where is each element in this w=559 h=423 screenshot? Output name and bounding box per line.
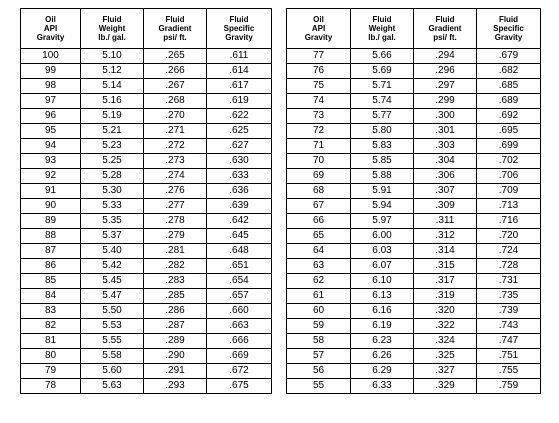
cell-fluid-weight: 5.58 bbox=[81, 349, 144, 364]
cell-fluid-weight: 5.35 bbox=[81, 214, 144, 229]
cell-fluid-gradient: .278 bbox=[144, 214, 207, 229]
cell-oil-api-gravity: 97 bbox=[21, 94, 81, 109]
table-row bbox=[287, 364, 541, 379]
table-row bbox=[21, 124, 272, 139]
table-row bbox=[287, 349, 541, 364]
table-row bbox=[21, 64, 272, 79]
cell-fluid-gradient: .281 bbox=[144, 244, 207, 259]
header-line: psi/ ft. bbox=[433, 33, 457, 42]
table-row bbox=[287, 154, 541, 169]
cell-fluid-gradient: .296 bbox=[414, 64, 477, 79]
cell-fluid-weight: 5.40 bbox=[81, 244, 144, 259]
cell-fluid-specific-gravity: .666 bbox=[207, 334, 272, 349]
cell-oil-api-gravity: 69 bbox=[287, 169, 351, 184]
cell-fluid-weight: 6.00 bbox=[351, 229, 414, 244]
cell-oil-api-gravity: 80 bbox=[21, 349, 81, 364]
cell-oil-api-gravity: 86 bbox=[21, 259, 81, 274]
table-row bbox=[287, 79, 541, 94]
cell-fluid-gradient: .291 bbox=[144, 364, 207, 379]
table-row bbox=[287, 184, 541, 199]
cell-fluid-weight: 5.71 bbox=[351, 79, 414, 94]
cell-fluid-weight: 6.33 bbox=[351, 379, 414, 394]
header-fluid-weight bbox=[351, 9, 414, 49]
cell-fluid-gradient: .268 bbox=[144, 94, 207, 109]
cell-fluid-specific-gravity: .685 bbox=[477, 79, 541, 94]
cell-fluid-weight: 5.19 bbox=[81, 109, 144, 124]
cell-fluid-specific-gravity: .751 bbox=[477, 349, 541, 364]
cell-fluid-specific-gravity: .619 bbox=[207, 94, 272, 109]
header-line: Specific bbox=[493, 24, 524, 33]
cell-fluid-specific-gravity: .614 bbox=[207, 64, 272, 79]
header-line: lb./ gal. bbox=[98, 33, 126, 42]
table-row bbox=[287, 289, 541, 304]
cell-oil-api-gravity: 62 bbox=[287, 274, 351, 289]
cell-fluid-specific-gravity: .654 bbox=[207, 274, 272, 289]
cell-fluid-weight: 5.80 bbox=[351, 124, 414, 139]
header-fluid-specific-gravity bbox=[207, 9, 272, 49]
table-row bbox=[21, 289, 272, 304]
header-line: Fluid bbox=[372, 15, 392, 24]
table-row bbox=[21, 334, 272, 349]
header-line: Weight bbox=[98, 24, 126, 33]
header-line: Gradient bbox=[158, 24, 192, 33]
table-row bbox=[21, 319, 272, 334]
table-header bbox=[21, 9, 272, 49]
cell-fluid-specific-gravity: .636 bbox=[207, 184, 272, 199]
cell-fluid-weight: 5.88 bbox=[351, 169, 414, 184]
cell-oil-api-gravity: 77 bbox=[287, 49, 351, 64]
cell-fluid-gradient: .285 bbox=[144, 289, 207, 304]
cell-oil-api-gravity: 63 bbox=[287, 259, 351, 274]
table-row bbox=[287, 94, 541, 109]
cell-fluid-gradient: .272 bbox=[144, 139, 207, 154]
cell-oil-api-gravity: 89 bbox=[21, 214, 81, 229]
cell-fluid-specific-gravity: .743 bbox=[477, 319, 541, 334]
cell-fluid-gradient: .309 bbox=[414, 199, 477, 214]
cell-fluid-specific-gravity: .642 bbox=[207, 214, 272, 229]
cell-oil-api-gravity: 59 bbox=[287, 319, 351, 334]
table-row bbox=[21, 169, 272, 184]
table-row bbox=[21, 259, 272, 274]
cell-fluid-weight: 5.53 bbox=[81, 319, 144, 334]
cell-oil-api-gravity: 95 bbox=[21, 124, 81, 139]
header-line: Gradient bbox=[428, 24, 462, 33]
cell-oil-api-gravity: 58 bbox=[287, 334, 351, 349]
cell-oil-api-gravity: 60 bbox=[287, 304, 351, 319]
cell-fluid-gradient: .293 bbox=[144, 379, 207, 394]
header-line: Fluid bbox=[165, 15, 185, 24]
table-row bbox=[287, 274, 541, 289]
table-row bbox=[21, 364, 272, 379]
cell-oil-api-gravity: 93 bbox=[21, 154, 81, 169]
cell-fluid-gradient: .306 bbox=[414, 169, 477, 184]
cell-fluid-gradient: .299 bbox=[414, 94, 477, 109]
cell-fluid-gradient: .282 bbox=[144, 259, 207, 274]
cell-fluid-specific-gravity: .689 bbox=[477, 94, 541, 109]
cell-fluid-gradient: .319 bbox=[414, 289, 477, 304]
table-row bbox=[287, 199, 541, 214]
table-row bbox=[287, 139, 541, 154]
cell-fluid-specific-gravity: .695 bbox=[477, 124, 541, 139]
cell-fluid-weight: 5.55 bbox=[81, 334, 144, 349]
cell-fluid-weight: 6.16 bbox=[351, 304, 414, 319]
cell-fluid-weight: 5.47 bbox=[81, 289, 144, 304]
table-row bbox=[21, 274, 272, 289]
cell-fluid-gradient: .300 bbox=[414, 109, 477, 124]
cell-fluid-gradient: .266 bbox=[144, 64, 207, 79]
cell-fluid-specific-gravity: .672 bbox=[207, 364, 272, 379]
header-line: Oil bbox=[313, 15, 324, 24]
cell-fluid-weight: 5.60 bbox=[81, 364, 144, 379]
header-line: API bbox=[43, 24, 58, 33]
table-row bbox=[287, 214, 541, 229]
cell-fluid-weight: 5.28 bbox=[81, 169, 144, 184]
cell-fluid-specific-gravity: .682 bbox=[477, 64, 541, 79]
cell-fluid-weight: 6.07 bbox=[351, 259, 414, 274]
cell-fluid-weight: 5.74 bbox=[351, 94, 414, 109]
table-body bbox=[21, 49, 272, 394]
cell-fluid-weight: 5.21 bbox=[81, 124, 144, 139]
cell-fluid-weight: 5.66 bbox=[351, 49, 414, 64]
cell-oil-api-gravity: 81 bbox=[21, 334, 81, 349]
cell-oil-api-gravity: 64 bbox=[287, 244, 351, 259]
cell-fluid-weight: 5.50 bbox=[81, 304, 144, 319]
header-row bbox=[287, 9, 541, 49]
cell-fluid-specific-gravity: .675 bbox=[207, 379, 272, 394]
cell-fluid-specific-gravity: .735 bbox=[477, 289, 541, 304]
cell-fluid-weight: 5.30 bbox=[81, 184, 144, 199]
conversion-table-left bbox=[20, 8, 272, 394]
cell-fluid-specific-gravity: .663 bbox=[207, 319, 272, 334]
header-line: Gravity bbox=[304, 33, 333, 42]
cell-fluid-specific-gravity: .651 bbox=[207, 259, 272, 274]
cell-fluid-weight: 5.63 bbox=[81, 379, 144, 394]
cell-oil-api-gravity: 71 bbox=[287, 139, 351, 154]
cell-fluid-specific-gravity: .706 bbox=[477, 169, 541, 184]
cell-fluid-specific-gravity: .679 bbox=[477, 49, 541, 64]
cell-oil-api-gravity: 57 bbox=[287, 349, 351, 364]
cell-fluid-weight: 6.26 bbox=[351, 349, 414, 364]
cell-fluid-weight: 5.12 bbox=[81, 64, 144, 79]
table-row bbox=[21, 94, 272, 109]
cell-fluid-gradient: .312 bbox=[414, 229, 477, 244]
cell-oil-api-gravity: 84 bbox=[21, 289, 81, 304]
cell-oil-api-gravity: 65 bbox=[287, 229, 351, 244]
cell-fluid-weight: 5.77 bbox=[351, 109, 414, 124]
table-row bbox=[21, 154, 272, 169]
header-line: Fluid bbox=[435, 15, 455, 24]
cell-fluid-specific-gravity: .617 bbox=[207, 79, 272, 94]
table-row bbox=[21, 184, 272, 199]
header-row bbox=[21, 9, 272, 49]
table-row bbox=[287, 244, 541, 259]
cell-fluid-gradient: .303 bbox=[414, 139, 477, 154]
cell-fluid-specific-gravity: .639 bbox=[207, 199, 272, 214]
cell-fluid-gradient: .314 bbox=[414, 244, 477, 259]
cell-fluid-gradient: .276 bbox=[144, 184, 207, 199]
cell-fluid-specific-gravity: .633 bbox=[207, 169, 272, 184]
cell-fluid-weight: 5.69 bbox=[351, 64, 414, 79]
cell-oil-api-gravity: 92 bbox=[21, 169, 81, 184]
cell-fluid-weight: 5.91 bbox=[351, 184, 414, 199]
cell-fluid-specific-gravity: .720 bbox=[477, 229, 541, 244]
cell-fluid-gradient: .274 bbox=[144, 169, 207, 184]
cell-fluid-gradient: .327 bbox=[414, 364, 477, 379]
cell-fluid-specific-gravity: .716 bbox=[477, 214, 541, 229]
cell-fluid-gradient: .307 bbox=[414, 184, 477, 199]
table-row bbox=[287, 259, 541, 274]
table-row bbox=[21, 79, 272, 94]
cell-fluid-gradient: .287 bbox=[144, 319, 207, 334]
header-fluid-weight bbox=[81, 9, 144, 49]
cell-oil-api-gravity: 82 bbox=[21, 319, 81, 334]
cell-oil-api-gravity: 76 bbox=[287, 64, 351, 79]
cell-fluid-gradient: .290 bbox=[144, 349, 207, 364]
header-line: Weight bbox=[368, 24, 396, 33]
header-line: psi/ ft. bbox=[163, 33, 187, 42]
cell-fluid-specific-gravity: .755 bbox=[477, 364, 541, 379]
cell-fluid-weight: 5.42 bbox=[81, 259, 144, 274]
cell-fluid-specific-gravity: .739 bbox=[477, 304, 541, 319]
table-row bbox=[287, 64, 541, 79]
cell-fluid-gradient: .317 bbox=[414, 274, 477, 289]
cell-oil-api-gravity: 83 bbox=[21, 304, 81, 319]
table-body bbox=[287, 49, 541, 394]
cell-fluid-weight: 5.10 bbox=[81, 49, 144, 64]
table-row bbox=[287, 334, 541, 349]
cell-fluid-weight: 5.25 bbox=[81, 154, 144, 169]
cell-fluid-weight: 6.29 bbox=[351, 364, 414, 379]
cell-fluid-weight: 5.85 bbox=[351, 154, 414, 169]
header-line: Fluid bbox=[229, 15, 249, 24]
cell-fluid-specific-gravity: .645 bbox=[207, 229, 272, 244]
cell-oil-api-gravity: 70 bbox=[287, 154, 351, 169]
table-row bbox=[21, 139, 272, 154]
cell-fluid-specific-gravity: .648 bbox=[207, 244, 272, 259]
cell-oil-api-gravity: 78 bbox=[21, 379, 81, 394]
cell-fluid-gradient: .279 bbox=[144, 229, 207, 244]
cell-fluid-specific-gravity: .657 bbox=[207, 289, 272, 304]
table-row bbox=[21, 349, 272, 364]
cell-fluid-weight: 5.37 bbox=[81, 229, 144, 244]
cell-fluid-weight: 5.83 bbox=[351, 139, 414, 154]
header-line: Fluid bbox=[102, 15, 122, 24]
cell-fluid-specific-gravity: .630 bbox=[207, 154, 272, 169]
cell-oil-api-gravity: 75 bbox=[287, 79, 351, 94]
cell-fluid-specific-gravity: .625 bbox=[207, 124, 272, 139]
cell-oil-api-gravity: 100 bbox=[21, 49, 81, 64]
cell-fluid-specific-gravity: .713 bbox=[477, 199, 541, 214]
cell-fluid-specific-gravity: .709 bbox=[477, 184, 541, 199]
cell-oil-api-gravity: 66 bbox=[287, 214, 351, 229]
header-line: API bbox=[311, 24, 326, 33]
cell-fluid-specific-gravity: .759 bbox=[477, 379, 541, 394]
cell-fluid-specific-gravity: .692 bbox=[477, 109, 541, 124]
table-row bbox=[21, 304, 272, 319]
cell-fluid-gradient: .273 bbox=[144, 154, 207, 169]
cell-fluid-gradient: .324 bbox=[414, 334, 477, 349]
header-fluid-gradient bbox=[414, 9, 477, 49]
table-row bbox=[287, 304, 541, 319]
cell-oil-api-gravity: 74 bbox=[287, 94, 351, 109]
cell-fluid-specific-gravity: .724 bbox=[477, 244, 541, 259]
cell-fluid-gradient: .294 bbox=[414, 49, 477, 64]
cell-fluid-weight: 5.94 bbox=[351, 199, 414, 214]
header-fluid-specific-gravity bbox=[477, 9, 541, 49]
cell-oil-api-gravity: 90 bbox=[21, 199, 81, 214]
table-header bbox=[287, 9, 541, 49]
table-row bbox=[287, 379, 541, 394]
cell-oil-api-gravity: 73 bbox=[287, 109, 351, 124]
cell-fluid-gradient: .301 bbox=[414, 124, 477, 139]
cell-fluid-weight: 5.33 bbox=[81, 199, 144, 214]
cell-oil-api-gravity: 96 bbox=[21, 109, 81, 124]
cell-oil-api-gravity: 56 bbox=[287, 364, 351, 379]
cell-oil-api-gravity: 91 bbox=[21, 184, 81, 199]
cell-fluid-gradient: .329 bbox=[414, 379, 477, 394]
conversion-table-right bbox=[286, 8, 541, 394]
cell-fluid-gradient: .286 bbox=[144, 304, 207, 319]
table-row bbox=[21, 199, 272, 214]
cell-oil-api-gravity: 67 bbox=[287, 199, 351, 214]
cell-fluid-gradient: .311 bbox=[414, 214, 477, 229]
header-line: Fluid bbox=[498, 15, 519, 24]
cell-fluid-weight: 5.16 bbox=[81, 94, 144, 109]
table-row bbox=[21, 109, 272, 124]
cell-fluid-specific-gravity: .702 bbox=[477, 154, 541, 169]
cell-fluid-gradient: .320 bbox=[414, 304, 477, 319]
cell-fluid-gradient: .315 bbox=[414, 259, 477, 274]
table-row bbox=[287, 229, 541, 244]
cell-fluid-gradient: .271 bbox=[144, 124, 207, 139]
cell-fluid-specific-gravity: .622 bbox=[207, 109, 272, 124]
cell-fluid-gradient: .322 bbox=[414, 319, 477, 334]
cell-oil-api-gravity: 99 bbox=[21, 64, 81, 79]
cell-oil-api-gravity: 72 bbox=[287, 124, 351, 139]
cell-fluid-specific-gravity: .747 bbox=[477, 334, 541, 349]
cell-oil-api-gravity: 85 bbox=[21, 274, 81, 289]
header-line: Gravity bbox=[36, 33, 65, 42]
cell-oil-api-gravity: 68 bbox=[287, 184, 351, 199]
header-oil-api-gravity bbox=[21, 9, 81, 49]
table-row bbox=[287, 109, 541, 124]
cell-oil-api-gravity: 98 bbox=[21, 79, 81, 94]
cell-fluid-weight: 6.19 bbox=[351, 319, 414, 334]
cell-oil-api-gravity: 55 bbox=[287, 379, 351, 394]
table-row bbox=[287, 319, 541, 334]
header-line: Specific bbox=[223, 24, 255, 33]
cell-oil-api-gravity: 79 bbox=[21, 364, 81, 379]
header-oil-api-gravity bbox=[287, 9, 351, 49]
cell-fluid-gradient: .283 bbox=[144, 274, 207, 289]
header-line: Gravity bbox=[494, 33, 523, 42]
cell-fluid-specific-gravity: .699 bbox=[477, 139, 541, 154]
header-line: Oil bbox=[45, 15, 56, 24]
header-fluid-gradient bbox=[144, 9, 207, 49]
cell-fluid-weight: 5.45 bbox=[81, 274, 144, 289]
cell-fluid-specific-gravity: .669 bbox=[207, 349, 272, 364]
cell-fluid-gradient: .325 bbox=[414, 349, 477, 364]
cell-oil-api-gravity: 87 bbox=[21, 244, 81, 259]
cell-fluid-specific-gravity: .731 bbox=[477, 274, 541, 289]
cell-oil-api-gravity: 94 bbox=[21, 139, 81, 154]
table-row bbox=[287, 169, 541, 184]
cell-fluid-gradient: .297 bbox=[414, 79, 477, 94]
cell-fluid-gradient: .277 bbox=[144, 199, 207, 214]
cell-fluid-gradient: .304 bbox=[414, 154, 477, 169]
cell-fluid-weight: 5.14 bbox=[81, 79, 144, 94]
cell-fluid-gradient: .289 bbox=[144, 334, 207, 349]
table-row bbox=[287, 49, 541, 64]
cell-fluid-weight: 5.23 bbox=[81, 139, 144, 154]
table-row bbox=[21, 229, 272, 244]
cell-fluid-weight: 5.97 bbox=[351, 214, 414, 229]
cell-fluid-gradient: .267 bbox=[144, 79, 207, 94]
cell-oil-api-gravity: 61 bbox=[287, 289, 351, 304]
header-line: Gravity bbox=[225, 33, 253, 42]
table-row bbox=[21, 214, 272, 229]
cell-fluid-specific-gravity: .627 bbox=[207, 139, 272, 154]
cell-fluid-gradient: .270 bbox=[144, 109, 207, 124]
table-row bbox=[21, 244, 272, 259]
cell-fluid-specific-gravity: .611 bbox=[207, 49, 272, 64]
cell-fluid-weight: 6.13 bbox=[351, 289, 414, 304]
cell-fluid-gradient: .265 bbox=[144, 49, 207, 64]
table-row bbox=[21, 379, 272, 394]
header-line: lb./ gal. bbox=[368, 33, 396, 42]
table-row bbox=[21, 49, 272, 64]
cell-fluid-weight: 6.03 bbox=[351, 244, 414, 259]
table-row bbox=[287, 124, 541, 139]
cell-oil-api-gravity: 88 bbox=[21, 229, 81, 244]
cell-fluid-weight: 6.10 bbox=[351, 274, 414, 289]
cell-fluid-specific-gravity: .728 bbox=[477, 259, 541, 274]
cell-fluid-weight: 6.23 bbox=[351, 334, 414, 349]
cell-fluid-specific-gravity: .660 bbox=[207, 304, 272, 319]
